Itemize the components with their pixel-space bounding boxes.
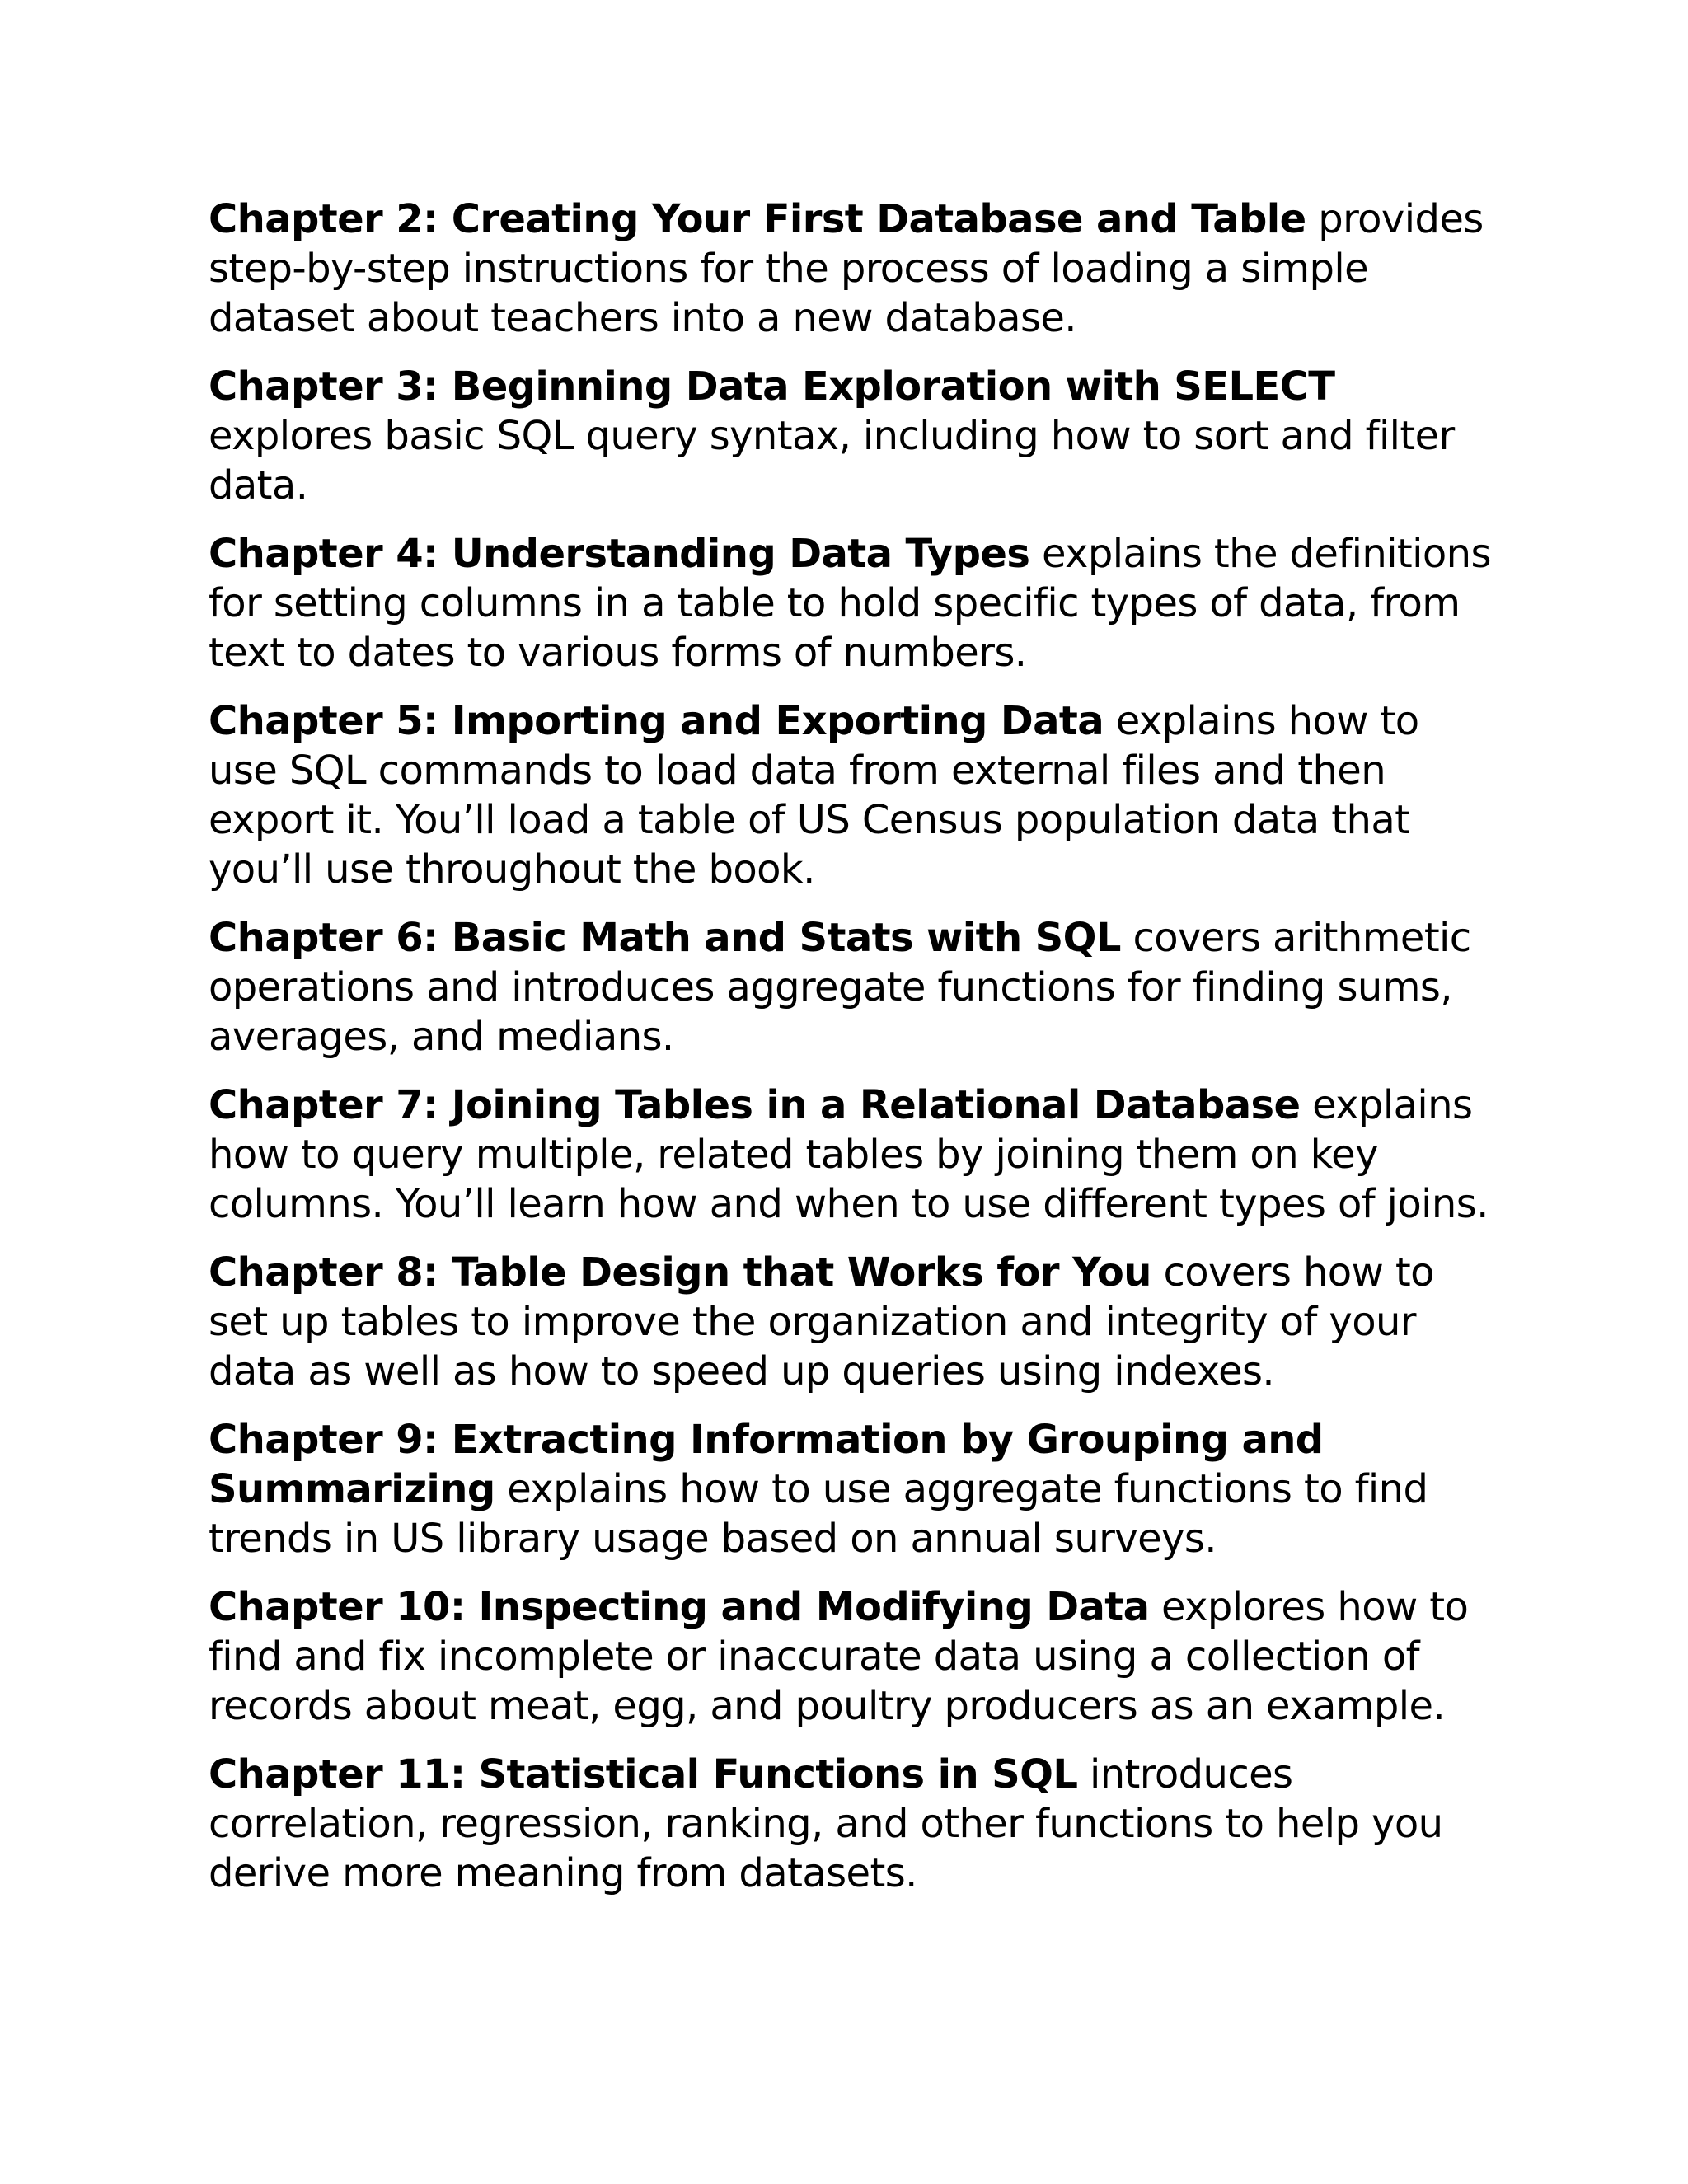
- document-page: [209, 194, 1494, 1917]
- chapter-entry-4: [209, 529, 1494, 677]
- chapter-description: introduces correlation, regression, ranking, and other functions to help you derive more meaning from datasets.: [209, 1751, 1443, 1896]
- chapter-description: explains how to use aggregate functions to find trends in US library usage based on annual surveys.: [209, 1466, 1428, 1562]
- chapter-entry-10: [209, 1582, 1494, 1731]
- chapter-title: Chapter 6: Basic Math and Stats with SQL: [209, 915, 1121, 961]
- chapter-title: Chapter 8: Table Design that Works for You: [209, 1249, 1151, 1296]
- chapter-entry-2: [209, 194, 1494, 343]
- chapter-title: Chapter 9: Extracting Information by Grouping and Summarizing: [209, 1417, 1324, 1512]
- chapter-title: Chapter 5: Importing and Exporting Data: [209, 698, 1104, 744]
- chapter-title: Chapter 10: Inspecting and Modifying Data: [209, 1584, 1150, 1630]
- chapter-description: explains how to query multiple, related tables by joining them on key columns. You’ll learn how and when to use different types of joins.: [209, 1082, 1489, 1227]
- chapter-description: covers arithmetic operations and introduces aggregate functions for finding sums, averages, and medians.: [209, 915, 1471, 1060]
- chapter-entry-6: [209, 913, 1494, 1062]
- chapter-title: Chapter 3: Beginning Data Exploration with SELECT: [209, 363, 1335, 410]
- chapter-title: Chapter 11: Statistical Functions in SQL: [209, 1751, 1078, 1797]
- chapter-entry-8: [209, 1248, 1494, 1396]
- chapter-title: Chapter 7: Joining Tables in a Relational Database: [209, 1082, 1301, 1128]
- chapter-entry-7: [209, 1080, 1494, 1229]
- chapter-description: covers how to set up tables to improve the organization and integrity of your data as well as how to speed up queries using indexes.: [209, 1249, 1434, 1394]
- chapter-entry-9: [209, 1415, 1494, 1563]
- chapter-description: provides step-by-step instructions for the process of loading a simple dataset about teachers into a new database.: [209, 196, 1484, 341]
- chapter-title: Chapter 4: Understanding Data Types: [209, 531, 1030, 577]
- chapter-entry-3: [209, 362, 1494, 510]
- chapter-description: explores how to find and fix incomplete or inaccurate data using a collection of records about meat, egg, and poultry producers as an example.: [209, 1584, 1469, 1729]
- chapter-entry-5: [209, 696, 1494, 894]
- chapter-entry-11: [209, 1750, 1494, 1898]
- chapter-description: explores basic SQL query syntax, including how to sort and filter data.: [209, 413, 1455, 509]
- chapter-title: Chapter 2: Creating Your First Database and Table: [209, 196, 1306, 242]
- chapter-description: explains how to use SQL commands to load data from external files and then export it. You’ll load a table of US Census population data that you’ll use throughout the book.: [209, 698, 1419, 893]
- chapter-description: explains the definitions for setting columns in a table to hold specific types of data, from text to dates to various forms of numbers.: [209, 531, 1491, 676]
